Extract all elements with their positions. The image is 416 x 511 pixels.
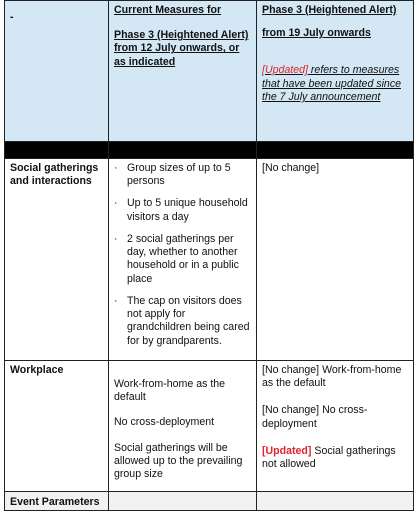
row-label-event-parameters: Event Parameters [10,495,100,508]
header-cell-phase3-new [257,1,414,142]
row-label-workplace: Workplace [5,360,109,491]
cell-workplace-current [109,360,257,491]
measures-table [4,0,414,511]
bullet-icon: · [114,162,118,174]
list-item-text: Up to 5 unique household visitors a day [127,197,248,223]
table-row-event-parameters [5,491,414,510]
cell-workplace-new [257,360,414,491]
header-new-subtitle: from 19 July onwards [262,27,371,40]
bullet-icon: · [114,294,118,307]
workplace-new-item [262,445,408,471]
divider-cell [5,142,109,159]
bullet-icon: · [114,232,118,245]
updated-legend-text: refers to measures that have been updated since the 7 July announcement [262,64,402,103]
header-new-title: Phase 3 (Heightened Alert) [262,4,397,16]
updated-legend-tag: [Updated] [262,64,308,77]
list-item-text: Group sizes of up to 5 persons [127,162,231,188]
table-row-social-gatherings [5,159,414,361]
workplace-current-item: Social gatherings will be allowed up to the prevailing group size [114,441,243,480]
workplace-new-item [262,404,408,430]
header-divider-row [5,142,414,159]
updated-tag: [Updated] [262,444,312,457]
workplace-current-item: Work-from-home as the default [114,377,226,404]
workplace-current-item: No cross-deployment [114,416,215,429]
cell-social-current [109,159,257,361]
workplace-new-text: [No change] Work-from-home as the default [262,363,402,390]
header-current-title: Current Measures for [114,4,222,16]
social-current-list [114,162,251,348]
updated-legend-note [262,64,408,104]
divider-cell [109,142,257,159]
list-item [114,295,251,348]
list-item-text: The cap on visitors does not apply for grandchildren being cared for by grandparents. [127,294,250,347]
cell-social-new: [No change] [257,159,414,361]
header-current-subtitle: Phase 3 (Heightened Alert) from 12 July onwards, or as indicated [114,29,249,68]
bullet-icon: · [114,197,118,210]
header-cell-current-measures [109,1,257,142]
table-row-workplace [5,360,414,491]
header-cell-blank: - [5,1,109,142]
row-label-social-gatherings: Social gatherings and interactions [5,159,109,361]
workplace-new-item [262,364,408,390]
list-item [114,197,251,223]
row-label-event-parameters-cell [5,491,109,510]
cell-event-new [257,491,414,510]
cell-event-current [109,491,257,510]
divider-cell [257,142,414,159]
table-header-row [5,1,414,142]
list-item [114,233,251,286]
list-item [114,162,251,188]
workplace-new-text: [No change] No cross-deployment [262,404,368,430]
workplace-new-text: Social gatherings not allowed [262,444,396,470]
list-item-text: 2 social gatherings per day, whether to another household or in a public place [127,232,239,285]
